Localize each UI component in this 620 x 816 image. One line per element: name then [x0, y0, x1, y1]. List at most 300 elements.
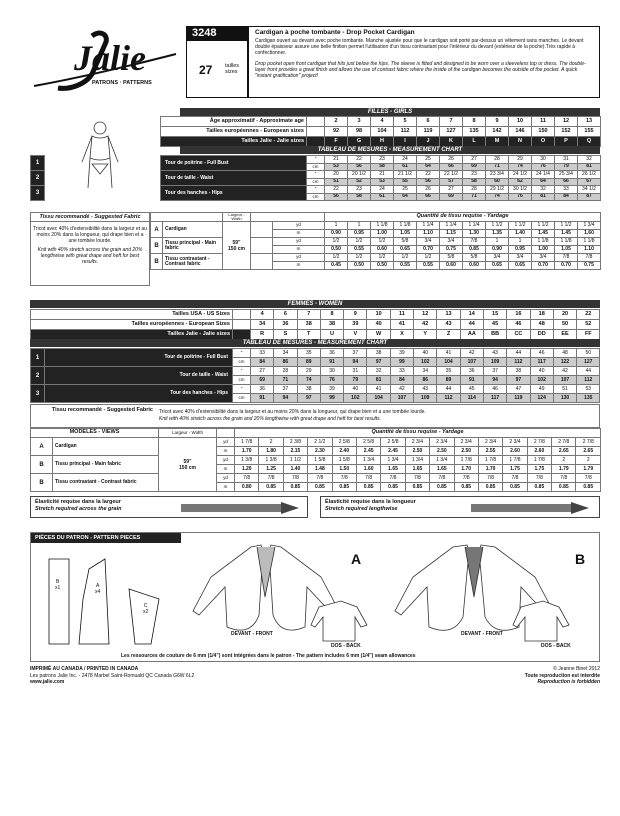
yardage-value: 3/4	[417, 238, 440, 246]
table-cell: cm	[307, 193, 325, 201]
stretch-across-arrow-icon	[181, 502, 301, 514]
yardage-value: 1 3/8	[259, 456, 283, 465]
yardage-value: 0.85	[308, 483, 332, 492]
yardage-value: 2.55	[478, 447, 502, 456]
view-a-back-drawing	[311, 601, 367, 641]
table-cell	[233, 330, 251, 340]
measure-value: 24 1/4	[532, 171, 555, 179]
yardage-value: 1 1/8	[555, 238, 578, 246]
measure-value: 71	[463, 193, 486, 201]
yardage-value: 1 7/8	[478, 456, 502, 465]
table-cell: Tailles européennes - European Sizes	[31, 320, 233, 330]
yardage-value: 0.85	[259, 483, 283, 492]
size-cell: 119	[417, 127, 440, 137]
yardage-value: 7/8	[283, 474, 307, 483]
measure-value: 58	[348, 193, 371, 201]
measure-label: Tour des hanches - Hips	[161, 186, 307, 201]
size-cell: X	[390, 330, 413, 340]
table-cell: yd	[217, 456, 235, 465]
girls-eu-size-row	[161, 127, 601, 137]
yardage-value: 1 3/4	[356, 456, 380, 465]
measure-value: 34	[274, 349, 297, 358]
yardage-value: 0.85	[356, 483, 380, 492]
measure-value: 25	[394, 186, 417, 194]
measure-value: 94	[483, 376, 506, 385]
measure-value: 47	[507, 385, 530, 394]
measure-value: 91	[460, 376, 483, 385]
table-cell: Largeur - Width	[223, 213, 251, 222]
yardage-value: 7/8	[356, 474, 380, 483]
measure-value: 44	[437, 385, 460, 394]
yardage-value: 1.05	[555, 246, 578, 254]
yardage-value: 1.45	[532, 230, 555, 238]
yardage-value: 0.85	[463, 246, 486, 254]
footer-right	[440, 666, 600, 686]
measure-value: 28	[463, 186, 486, 194]
measure-value: 25	[417, 156, 440, 164]
measure-value: 46	[483, 385, 506, 394]
yardage-value: 1 1/4	[417, 222, 440, 230]
measure-value: 104	[437, 358, 460, 367]
measure-value: 94	[274, 394, 297, 403]
yardage-value: 7/8	[527, 474, 551, 483]
stretch-lengthwise-guide	[320, 496, 600, 518]
measure-value: 37	[483, 367, 506, 376]
yardage-value: 1/2	[325, 238, 348, 246]
yardage-value: 1.40	[283, 465, 307, 474]
size-cell: 14	[460, 310, 483, 320]
measure-value: 40	[344, 385, 367, 394]
girls-yardage-header	[151, 213, 601, 222]
pattern-pieces-diagram	[39, 549, 179, 649]
measure-label: Tour de taille - Waist	[45, 367, 233, 385]
measure-label: Tour de taille - Waist	[161, 171, 307, 186]
measure-value: 107	[390, 394, 413, 403]
yardage-value: 2.30	[308, 447, 332, 456]
yardage-value: 2.60	[527, 447, 551, 456]
yardage-value: 1.05	[394, 230, 417, 238]
measure-value: 38	[367, 349, 390, 358]
size-cell: 7	[440, 117, 463, 127]
measure-value: 102	[530, 376, 553, 385]
view-a-letter: A	[351, 551, 362, 567]
size-cell: 22	[577, 310, 600, 320]
measure-value: 67	[578, 178, 601, 186]
yardage-value: 1.40	[509, 230, 532, 238]
measure-value: 31	[344, 367, 367, 376]
size-cell: 45	[483, 320, 506, 330]
yardage-value: 0.55	[394, 262, 417, 270]
yardage-value: 2 7/8	[552, 438, 576, 447]
yardage-value: 0.75	[440, 246, 463, 254]
measure-value: 81	[532, 193, 555, 201]
size-cell: 12	[414, 310, 437, 320]
yardage-value: 2 1/2	[308, 438, 332, 447]
yardage-value: 2.50	[405, 447, 429, 456]
women-measure-row	[31, 385, 600, 394]
yardage-value: 1 5/8	[332, 456, 356, 465]
size-cell: 13	[437, 310, 460, 320]
piece-c-outline	[129, 589, 159, 644]
yardage-value: 1.60	[578, 230, 601, 238]
size-cell: 18	[530, 310, 553, 320]
measure-value: 69	[251, 376, 274, 385]
measure-value: 22	[417, 171, 440, 179]
yardage-value: 2.65	[552, 447, 576, 456]
view-label: Cardigan	[163, 222, 223, 238]
view-b-back-drawing	[513, 601, 569, 641]
yardage-value: 7/8	[552, 474, 576, 483]
measure-value: 35	[437, 367, 460, 376]
measure-index: 2	[31, 171, 45, 186]
measure-index: 1	[31, 156, 45, 171]
measure-value: 79	[555, 163, 578, 171]
measure-value: 76	[532, 163, 555, 171]
view-letter: B	[151, 254, 163, 270]
sizes-label: tailles sizes	[225, 63, 240, 75]
measure-value: 33	[251, 349, 274, 358]
measure-value: 46	[530, 349, 553, 358]
girls-yardage-row	[151, 254, 601, 262]
size-cell: 43	[437, 320, 460, 330]
yardage-value: 0.65	[486, 262, 509, 270]
girls-size-table	[160, 116, 601, 147]
size-cell: 155	[578, 127, 601, 137]
yardage-value: 0.95	[509, 246, 532, 254]
table-cell: m	[217, 483, 235, 492]
size-cell: 44	[460, 320, 483, 330]
size-cell: 39	[344, 320, 367, 330]
measure-value: 27	[440, 186, 463, 194]
yardage-value: 2 5/8	[356, 438, 380, 447]
measure-value: 20 1/2	[348, 171, 371, 179]
measure-value: 58	[371, 163, 394, 171]
table-cell	[233, 320, 251, 330]
yardage-value: 1.70	[235, 447, 259, 456]
size-cell: 4	[371, 117, 394, 127]
table-cell: Quantité de tissu requise - Yardage	[325, 213, 601, 222]
pattern-info	[248, 26, 600, 98]
yardage-value: 1 5/8	[308, 456, 332, 465]
yardage-value: 2	[552, 456, 576, 465]
measure-value: 69	[463, 163, 486, 171]
yardage-value: 1 1/8	[371, 222, 394, 230]
yardage-value: 1	[509, 238, 532, 246]
women-yardage-row	[31, 456, 601, 465]
size-cell: S	[274, 330, 297, 340]
yardage-value: 0.60	[440, 262, 463, 270]
size-cell: 5	[394, 117, 417, 127]
table-cell: m	[273, 246, 325, 254]
measure-value: 22 1/2	[440, 171, 463, 179]
yardage-value: 7/8	[430, 474, 454, 483]
measure-value: 102	[414, 358, 437, 367]
view-letter: A	[31, 438, 53, 456]
yardage-value: 1 1/8	[394, 222, 417, 230]
measure-value: 21 1/2	[394, 171, 417, 179]
table-cell	[251, 254, 273, 270]
yardage-value: 2.50	[430, 447, 454, 456]
table-cell: "	[307, 156, 325, 164]
size-cell: 135	[463, 127, 486, 137]
measure-value: 60	[486, 178, 509, 186]
yardage-value: 0.75	[578, 262, 601, 270]
footer-address: Les patrons Jalie Inc. - 2478 Marbel Saint-Romuald QC Canada G6W 6L2	[30, 672, 195, 679]
size-cell: 7	[297, 310, 320, 320]
yardage-value: 1 7/8	[235, 438, 259, 447]
yardage-value: 2.60	[503, 447, 527, 456]
table-cell: yd	[217, 474, 235, 483]
table-cell: yd	[217, 438, 235, 447]
table-cell: MODÈLES - VIEWS	[31, 429, 159, 438]
women-us-size-row	[31, 310, 600, 320]
measure-value: 42	[390, 385, 413, 394]
size-cell: EE	[553, 330, 576, 340]
size-cell: 41	[390, 320, 413, 330]
yardage-value: 3/4	[509, 254, 532, 262]
women-fabric-title: Tissu recommandé - Suggested Fabric	[51, 407, 153, 413]
yardage-value: 0.85	[503, 483, 527, 492]
measure-value: 79	[344, 376, 367, 385]
yardage-value: 1.75	[503, 465, 527, 474]
yardage-value: 5/8	[440, 254, 463, 262]
size-cell: 10	[367, 310, 390, 320]
measure-value: 66	[417, 193, 440, 201]
view-label: Tissu contrastant - Contrast fabric	[53, 474, 159, 492]
yardage-value: 7/8	[259, 474, 283, 483]
measure-value: 81	[367, 376, 390, 385]
yardage-value: 1/2	[348, 238, 371, 246]
women-bar: FEMMES - WOMEN	[30, 300, 600, 308]
women-eu-size-row	[31, 320, 600, 330]
measure-value: 76	[509, 193, 532, 201]
measure-value: 29	[297, 367, 320, 376]
yardage-value: 1/2	[371, 254, 394, 262]
measure-value: 112	[507, 358, 530, 367]
yardage-value: 0.60	[371, 246, 394, 254]
measure-value: 53	[371, 178, 394, 186]
table-cell	[307, 127, 325, 137]
yardage-value: 2 3/4	[478, 438, 502, 447]
measure-value: 87	[578, 193, 601, 201]
yardage-value: 1/2	[325, 254, 348, 262]
measure-value: 30	[320, 367, 343, 376]
table-cell	[151, 213, 223, 222]
table-cell: "	[307, 171, 325, 179]
measure-value: 23	[348, 186, 371, 194]
yardage-value: 1 1/8	[532, 238, 555, 246]
fabric-width: 59" 150 cm	[223, 222, 251, 270]
yardage-value: 1 1/2	[555, 222, 578, 230]
yardage-value: 1.20	[235, 465, 259, 474]
view-label: Tissu principal - Main fabric	[53, 456, 159, 474]
measure-value: 56	[417, 178, 440, 186]
footer-website[interactable]: www.jalie.com	[30, 679, 65, 685]
women-yardage-table	[30, 428, 601, 492]
yardage-value: 1 3/4	[430, 456, 454, 465]
measure-value: 86	[274, 358, 297, 367]
measure-value: 36	[460, 367, 483, 376]
measure-value: 53	[325, 163, 348, 171]
table-cell	[45, 171, 161, 186]
size-cell: I	[394, 137, 417, 147]
yardage-value: 0.85	[430, 483, 454, 492]
measure-label: Tour de poitrine - Full Bust	[45, 349, 233, 367]
table-cell: cm	[307, 178, 325, 186]
yardage-value: 1 1/4	[463, 222, 486, 230]
yardage-value: 0.85	[454, 483, 478, 492]
yardage-value: 0.85	[478, 483, 502, 492]
yardage-value: 2.15	[283, 447, 307, 456]
yardage-value: 2 7/8	[576, 438, 601, 447]
measure-value: 94	[344, 358, 367, 367]
yardage-value: 0.70	[417, 246, 440, 254]
view-a-back-caption: DOS - BACK	[331, 643, 361, 649]
yardage-value: 1.70	[478, 465, 502, 474]
table-cell	[251, 213, 325, 222]
piece-b-label: B x1	[55, 579, 61, 591]
measure-value: 33	[390, 367, 413, 376]
size-cell: 38	[320, 320, 343, 330]
measure-value: 28	[486, 156, 509, 164]
measure-value: 22	[348, 156, 371, 164]
size-cell: 34	[251, 320, 274, 330]
measure-value: 37	[344, 349, 367, 358]
measure-value: 109	[414, 394, 437, 403]
table-cell: m	[273, 262, 325, 270]
size-cell: 6	[417, 117, 440, 127]
yardage-value: 7/8	[503, 474, 527, 483]
measure-value: 56	[325, 193, 348, 201]
stretch-across-en: Stretch required across the grain	[35, 506, 122, 512]
size-cell: Z	[437, 330, 460, 340]
measure-value: 84	[251, 358, 274, 367]
yardage-value: 0.50	[371, 262, 394, 270]
yardage-value: 7/8	[578, 254, 601, 262]
women-measure-row	[31, 367, 600, 376]
women-yardage-row	[31, 474, 601, 483]
measure-label: Tour des hanches - Hips	[45, 385, 233, 403]
measure-value: 117	[530, 358, 553, 367]
women-fabric-fr: Tricot avec 40% d'extensibilité dans la largeur et au moins 20% dans la longueur, qui drape bien et a une tombée lourde.	[159, 409, 426, 415]
yardage-value: 1.25	[259, 465, 283, 474]
yardage-value: 1.75	[527, 465, 551, 474]
measure-value: 66	[555, 178, 578, 186]
yardage-value: 1/2	[394, 254, 417, 262]
view-b-letter: B	[575, 551, 586, 567]
pattern-pieces-section	[30, 532, 600, 662]
women-measure-table	[30, 348, 600, 403]
measure-value: 38	[507, 367, 530, 376]
measure-value: 51	[553, 385, 576, 394]
yardage-value: 0.55	[417, 262, 440, 270]
brand-name: Jalie	[74, 38, 146, 78]
measure-value: 44	[507, 349, 530, 358]
yardage-value: 0.85	[552, 483, 576, 492]
yardage-value: 2	[576, 456, 601, 465]
yardage-value: 1 3/4	[405, 456, 429, 465]
piece-b-outline	[49, 559, 69, 644]
women-chart-bar: TABLEAU DE MESURES - MEASUREMENT CHART	[30, 339, 600, 347]
measure-value: 107	[460, 358, 483, 367]
yardage-value: 0.50	[348, 262, 371, 270]
view-label: Cardigan	[53, 438, 159, 456]
size-cell: 15	[483, 310, 506, 320]
measure-value: 22	[325, 186, 348, 194]
yardage-value: 1 1/2	[509, 222, 532, 230]
size-cell: 9	[486, 117, 509, 127]
piece-a-label: A x4	[95, 583, 101, 595]
yardage-value: 0.65	[394, 246, 417, 254]
size-cell: O	[532, 137, 555, 147]
girls-yardage-row	[151, 222, 601, 230]
size-cell: U	[320, 330, 343, 340]
measure-value: 71	[486, 163, 509, 171]
size-cell: 127	[440, 127, 463, 137]
size-cell: T	[297, 330, 320, 340]
table-cell	[217, 429, 235, 438]
girls-fabric-en: Knit with 40% stretch across the grain and 20% lengthwise with great drape and heft for best results.	[37, 246, 143, 266]
size-cell: 38	[297, 320, 320, 330]
view-letter: A	[151, 222, 163, 238]
yardage-value: 1 1/8	[578, 238, 601, 246]
yardage-value: 1 7/8	[503, 456, 527, 465]
size-cell: 52	[577, 320, 600, 330]
measure-value: 20	[325, 171, 348, 179]
yardage-value: 1 1/2	[283, 456, 307, 465]
measure-value: 32	[578, 156, 601, 164]
women-measure-row	[31, 349, 600, 358]
description-en: Drop pocket open front cardigan that hits just below the hips. The sleeve is fitted and designed to be worn over a sleeveless top or dress. The double-layer front provides a great finish and allows the use of contrast fabric where the inside of the cardigan becomes the outside of the pocket. A quick "instant gratification" project!	[255, 60, 586, 80]
yardage-value: 2	[259, 438, 283, 447]
measure-index: 2	[31, 367, 45, 385]
measure-value: 48	[553, 349, 576, 358]
yardage-value: 1.48	[308, 465, 332, 474]
girls-fabric-title: Tissu recommandé - Suggested Fabric	[31, 213, 149, 222]
yardage-value: 0.85	[576, 483, 601, 492]
size-cell: 4	[251, 310, 274, 320]
view-b-back-caption: DOS - BACK	[541, 643, 571, 649]
table-cell: cm	[307, 163, 325, 171]
girls-yardage-row	[151, 238, 601, 246]
yardage-value: 0.90	[325, 230, 348, 238]
yardage-value: 7/8	[405, 474, 429, 483]
table-cell	[307, 117, 325, 127]
measure-value: 124	[530, 394, 553, 403]
garment-illustrations	[191, 537, 597, 645]
girls-bar: FILLES - GIRLS	[180, 108, 600, 116]
yardage-value: 1.70	[454, 465, 478, 474]
girls-fabric-fr: Tricot avec 40% d'extensibilité dans la largeur et au moins 20% dans la longueur, qui drape bien et a une tombée lourde.	[33, 226, 147, 245]
size-cell: 16	[507, 310, 530, 320]
size-cell: 92	[325, 127, 348, 137]
sizes-count: 27	[199, 63, 213, 77]
measure-value: 23	[371, 156, 394, 164]
measure-value: 57	[440, 178, 463, 186]
girls-age-row	[161, 117, 601, 127]
yardage-value: 7/8	[308, 474, 332, 483]
measure-value: 99	[390, 358, 413, 367]
size-cell: CC	[507, 330, 530, 340]
measure-index: 1	[31, 349, 45, 367]
measure-value: 32	[532, 186, 555, 194]
yardage-value: 2 3/8	[283, 438, 307, 447]
yardage-value: 0.45	[325, 262, 348, 270]
measure-value: 97	[367, 358, 390, 367]
measure-value: 27	[251, 367, 274, 376]
pattern-title: Cardigan à poche tombante - Drop Pocket Cardigan	[255, 29, 415, 36]
yardage-value: 0.65	[509, 262, 532, 270]
